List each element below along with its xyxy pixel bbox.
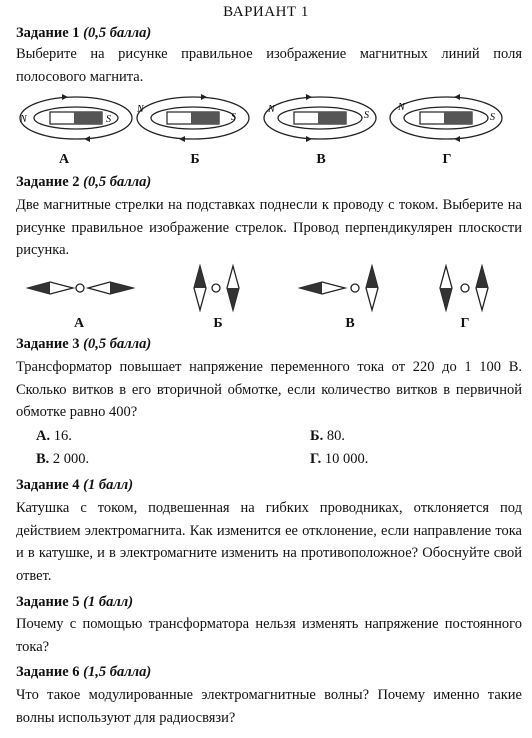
task-2-points: (0,5 балла) <box>83 174 152 190</box>
pole-s-label: S <box>106 114 111 125</box>
compass-diagram-g <box>440 266 488 310</box>
task-3-points: (0,5 балла) <box>83 336 152 352</box>
task-1-title: Задание 1 <box>16 25 80 41</box>
task-5-points: (1 балл) <box>83 594 134 610</box>
answer-value: 16. <box>53 428 72 444</box>
figure-2-label-b: Б <box>213 316 223 331</box>
task-1-text: Выберите на рисунке правильное изображение магнитных линий поля полосового магнита. <box>16 46 522 85</box>
pole-s-label: S <box>231 112 236 123</box>
answer-key: Г. <box>310 451 322 467</box>
answer-option-v <box>36 451 89 468</box>
task-6-title: Задание 6 <box>16 664 80 680</box>
task-6-heading <box>16 664 151 681</box>
compass-diagram-a <box>28 282 133 294</box>
answer-key: Б. <box>310 428 324 444</box>
answer-option-g <box>310 451 368 468</box>
task-3-heading <box>16 336 151 353</box>
pole-n-label: N <box>137 104 144 115</box>
answer-key: А. <box>36 428 51 444</box>
figure-2-label-v: В <box>345 316 355 331</box>
task-6-points: (1,5 балла) <box>83 664 152 680</box>
task-3-text: Трансформатор повышает напряжение переменного тока от 220 до 1 100 В. Сколько витков в его вторичной обмотке, если количество витков в первичной обмотке равно 400? <box>16 359 522 420</box>
task-2-heading <box>16 174 151 191</box>
answer-key: В. <box>36 451 50 467</box>
task-4-heading <box>16 477 133 494</box>
task-1-points: (0,5 балла) <box>83 25 152 41</box>
pole-n-label: N <box>268 104 275 115</box>
magnet-diagram-v <box>264 94 376 142</box>
task-2-figure <box>0 262 532 314</box>
task-5-heading <box>16 594 133 611</box>
figure-1-label-b: Б <box>190 152 200 167</box>
task-4-points: (1 балл) <box>83 477 134 493</box>
pole-n-label: N <box>398 102 405 113</box>
figure-2-label-a: А <box>73 316 85 331</box>
pole-s-label: S <box>490 112 495 123</box>
figure-1-label-v: В <box>316 152 326 167</box>
answer-value: 80. <box>326 428 345 444</box>
task-2-title: Задание 2 <box>16 174 80 190</box>
answer-value: 2 000. <box>52 451 90 467</box>
task-5-text: Почему с помощью трансформатора нельзя изменять напряжение постоянного тока? <box>16 616 522 655</box>
compass-diagram-v <box>300 266 378 310</box>
pole-s-label: S <box>364 110 369 121</box>
magnet-diagram-a <box>19 94 132 142</box>
answer-option-a <box>36 428 72 445</box>
answer-value: 10 000. <box>324 451 369 467</box>
figure-1-label-g: Г <box>442 152 452 167</box>
pole-n-label: N <box>20 114 27 125</box>
task-2-text: Две магнитные стрелки на подставках поднесли к проводу с током. Выберите на рисунке правильное изображение стрелок. Провод перпендикулярен плоскости рисунка. <box>16 197 522 258</box>
answer-option-b <box>310 428 345 445</box>
figure-2-label-g: Г <box>460 316 470 331</box>
figure-1-label-a: А <box>58 152 70 167</box>
task-3-title: Задание 3 <box>16 336 80 352</box>
task-4-title: Задание 4 <box>16 477 80 493</box>
task-5-title: Задание 5 <box>16 594 80 610</box>
task-4-text: Катушка с током, подвешенная на гибких проводниках, отклоняется под действием электромагнита. Как изменится ее отклонение, если направление тока и в катушке, и в электромагните изменить на противоположное? Обоснуйте свой ответ. <box>16 500 522 584</box>
task-1-heading <box>16 25 151 42</box>
task-6-text: Что такое модулированные электромагнитные волны? Почему именно такие волны используют для радиосвязи? <box>16 687 522 726</box>
magnet-diagram-g <box>390 94 502 142</box>
magnet-diagram-b <box>136 94 249 142</box>
variant-heading: ВАРИАНТ 1 <box>223 4 309 20</box>
compass-diagram-b <box>194 266 239 310</box>
